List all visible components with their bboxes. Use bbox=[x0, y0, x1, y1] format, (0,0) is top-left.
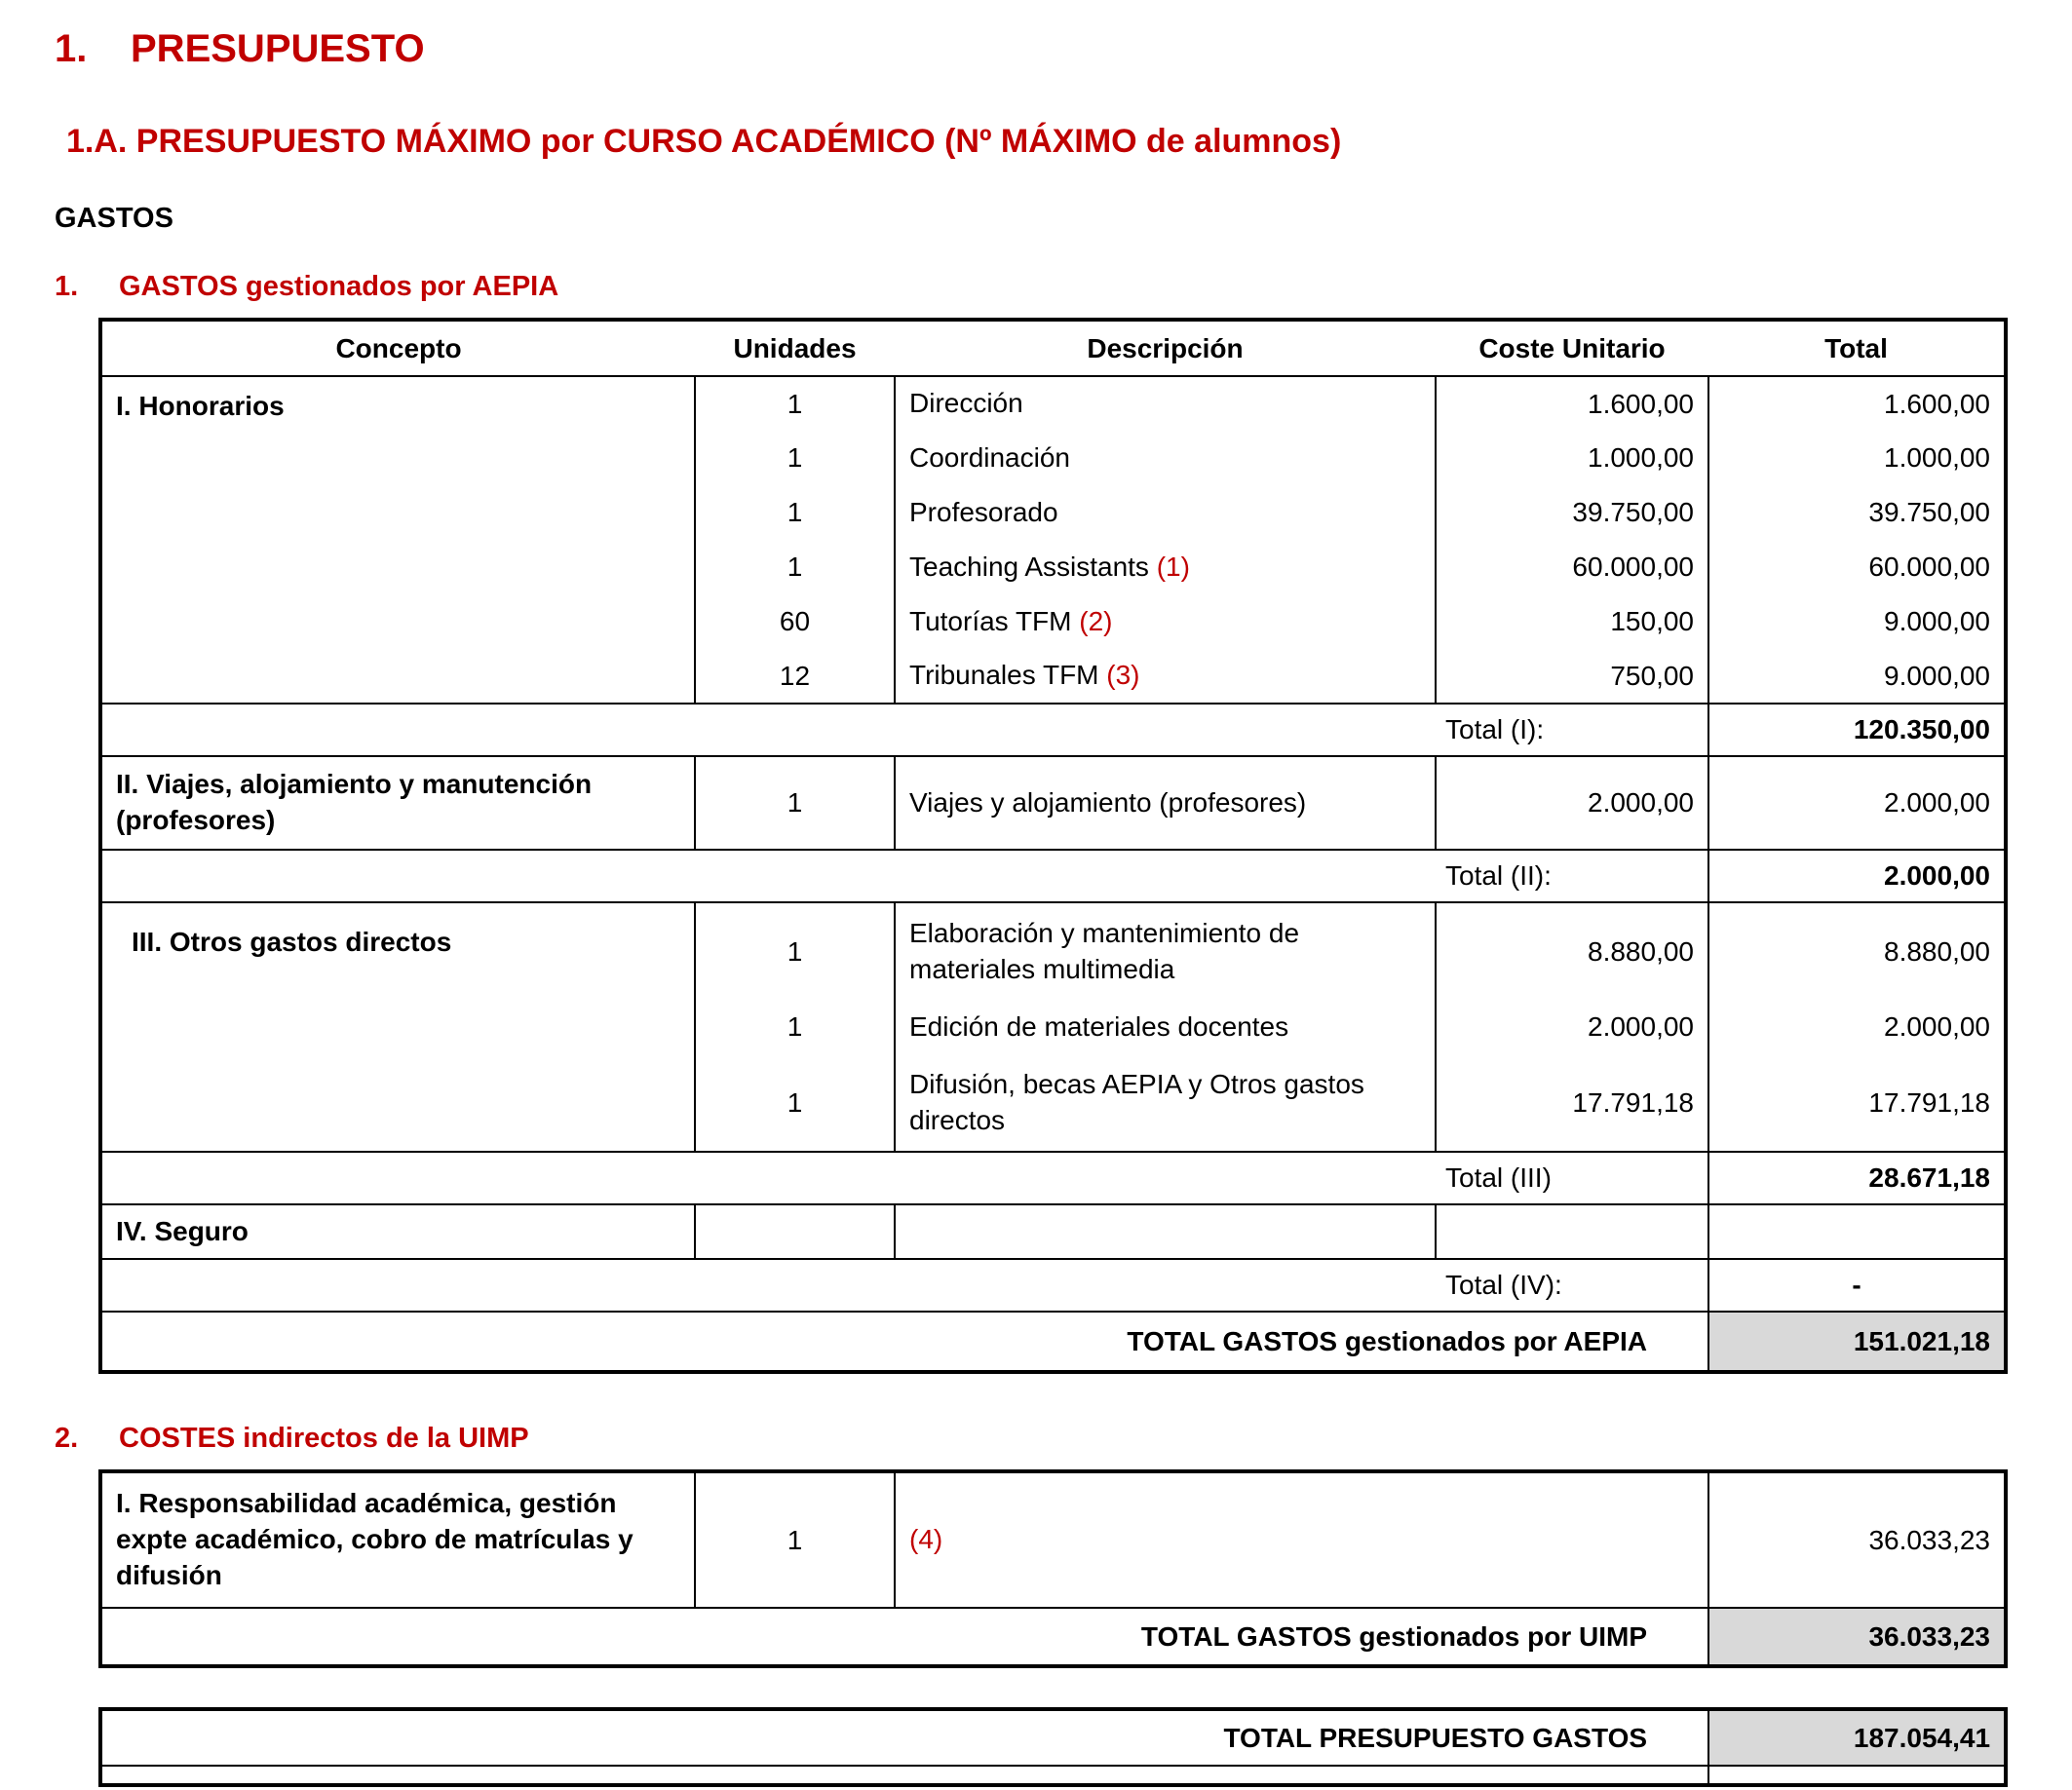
total-presupuesto-table bbox=[98, 1707, 2008, 1787]
table-row bbox=[100, 1471, 2006, 1608]
grand-total-label: TOTAL GASTOS gestionados por UIMP bbox=[100, 1608, 1708, 1666]
subtotal-value: 2.000,00 bbox=[1708, 850, 2006, 902]
total-presupuesto-value: 187.054,41 bbox=[1708, 1709, 2006, 1766]
descripcion-text: Teaching Assistants bbox=[909, 551, 1157, 582]
gastos-heading: GASTOS bbox=[55, 203, 173, 234]
section-heading-uimp bbox=[55, 1421, 2014, 1456]
section-label-honorarios: I. Honorarios bbox=[100, 376, 695, 704]
cell-total: 1.600,00 bbox=[1708, 376, 2006, 431]
cell-coste-unitario: 2.000,00 bbox=[1436, 1000, 1708, 1054]
cell-coste-unitario: 39.750,00 bbox=[1436, 485, 1708, 540]
cell-coste-unitario: 60.000,00 bbox=[1436, 540, 1708, 594]
subtotal-row-2 bbox=[100, 850, 2006, 902]
cell-unidades: 1 bbox=[695, 485, 895, 540]
cell-descripcion: Viajes y alojamiento (profesores) bbox=[895, 756, 1436, 850]
cell-descripcion: Dirección bbox=[895, 376, 1436, 431]
empty-row bbox=[100, 1766, 2006, 1785]
empty-cell bbox=[1436, 1204, 1708, 1259]
cell-coste-unitario: 150,00 bbox=[1436, 594, 1708, 649]
footnote-ref-2: (2) bbox=[1079, 605, 1113, 636]
cell-unidades: 12 bbox=[695, 649, 895, 704]
cell-unidades: 60 bbox=[695, 594, 895, 649]
cell-descripcion: Profesorado bbox=[895, 485, 1436, 540]
cell-unidades: 1 bbox=[695, 756, 895, 850]
table-row bbox=[100, 376, 2006, 431]
grand-total-value: 151.021,18 bbox=[1708, 1312, 2006, 1372]
subtotal-label: Total (I): bbox=[1436, 704, 1708, 756]
empty-cell bbox=[100, 850, 1436, 902]
subtotal-value: 120.350,00 bbox=[1708, 704, 2006, 756]
table-header-row bbox=[100, 320, 2006, 376]
cell-coste-unitario: 2.000,00 bbox=[1436, 756, 1708, 850]
cell-unidades: 1 bbox=[695, 376, 895, 431]
table-row bbox=[100, 756, 2006, 850]
table-row bbox=[100, 902, 2006, 1000]
cell-unidades: 1 bbox=[695, 902, 895, 1000]
empty-cell bbox=[695, 1204, 895, 1259]
empty-cell bbox=[100, 1766, 1708, 1785]
cell-unidades: 1 bbox=[695, 540, 895, 594]
cell-total: 9.000,00 bbox=[1708, 649, 2006, 704]
costes-uimp-table bbox=[98, 1469, 2008, 1668]
cell-unidades: 1 bbox=[695, 431, 895, 485]
cell-unidades: 1 bbox=[695, 1000, 895, 1054]
cell-total: 36.033,23 bbox=[1708, 1471, 2006, 1608]
section-label-responsabilidad: I. Responsabilidad académica, gestión expte académico, cobro de matrículas y difusión bbox=[116, 1488, 633, 1590]
cell-total: 2.000,00 bbox=[1708, 1000, 2006, 1054]
cell-total: 17.791,18 bbox=[1708, 1054, 2006, 1152]
subtotal-label: Total (IV): bbox=[1436, 1259, 1708, 1312]
page-title-number: 1. bbox=[55, 27, 88, 70]
grand-total-label: TOTAL GASTOS gestionados por AEPIA bbox=[100, 1312, 1708, 1372]
subtotal-label: Total (II): bbox=[1436, 850, 1708, 902]
cell-descripcion: Elaboración y mantenimiento de materiales multimedia bbox=[895, 902, 1436, 1000]
section-heading-uimp-number: 2. bbox=[55, 1423, 79, 1454]
cell-total: 8.880,00 bbox=[1708, 902, 2006, 1000]
cell-total: 1.000,00 bbox=[1708, 431, 2006, 485]
page-subtitle: 1.A. PRESUPUESTO MÁXIMO por CURSO ACADÉMICO (Nº MÁXIMO de alumnos) bbox=[66, 123, 1342, 160]
empty-cell bbox=[1708, 1766, 2006, 1785]
section-label-otros-gastos: III. Otros gastos directos bbox=[100, 902, 695, 1152]
subtotal-value: 28.671,18 bbox=[1708, 1152, 2006, 1204]
section-heading-aepia-text: GASTOS gestionados por AEPIA bbox=[119, 271, 559, 302]
col-header-concepto: Concepto bbox=[335, 332, 462, 363]
empty-cell bbox=[1708, 1204, 2006, 1259]
subtotal-row-1 bbox=[100, 704, 2006, 756]
empty-cell bbox=[100, 704, 1436, 756]
section-heading-uimp-text: COSTES indirectos de la UIMP bbox=[119, 1423, 529, 1454]
section-heading-aepia bbox=[55, 269, 2014, 304]
cell-total: 60.000,00 bbox=[1708, 540, 2006, 594]
footnote-ref-3: (3) bbox=[1106, 660, 1140, 691]
total-presupuesto-row bbox=[100, 1709, 2006, 1766]
total-presupuesto-label: TOTAL PRESUPUESTO GASTOS bbox=[1223, 1722, 1648, 1753]
cell-descripcion bbox=[895, 649, 1436, 704]
cell-descripcion bbox=[895, 594, 1436, 649]
cell-descripcion bbox=[895, 540, 1436, 594]
empty-cell bbox=[100, 1152, 1436, 1204]
cell-coste-unitario: 1.000,00 bbox=[1436, 431, 1708, 485]
col-header-descripcion: Descripción bbox=[1087, 332, 1244, 363]
grand-total-value: 36.033,23 bbox=[1708, 1608, 2006, 1666]
empty-cell bbox=[100, 1259, 1436, 1312]
section-heading-aepia-number: 1. bbox=[55, 271, 79, 302]
subtotal-value: - bbox=[1708, 1259, 2006, 1312]
page-title-text: PRESUPUESTO bbox=[131, 27, 425, 70]
page-title bbox=[55, 25, 2014, 72]
descripcion-text: Tribunales TFM bbox=[909, 660, 1107, 691]
subtotal-row-4 bbox=[100, 1259, 2006, 1312]
gastos-aepia-table bbox=[98, 318, 2008, 1374]
footnote-ref-4: (4) bbox=[895, 1471, 1708, 1608]
subtotal-row-3 bbox=[100, 1152, 2006, 1204]
descripcion-text: Tutorías TFM bbox=[909, 605, 1080, 636]
cell-descripcion: Difusión, becas AEPIA y Otros gastos directos bbox=[895, 1054, 1436, 1152]
subtotal-label: Total (III) bbox=[1436, 1152, 1708, 1204]
section-label-seguro: IV. Seguro bbox=[100, 1204, 695, 1259]
col-header-total: Total bbox=[1824, 332, 1888, 363]
grand-total-row-uimp bbox=[100, 1608, 2006, 1666]
grand-total-row-aepia bbox=[100, 1312, 2006, 1372]
cell-unidades: 1 bbox=[695, 1054, 895, 1152]
col-header-coste-unitario: Coste Unitario bbox=[1478, 332, 1666, 363]
cell-total: 9.000,00 bbox=[1708, 594, 2006, 649]
cell-coste-unitario: 750,00 bbox=[1436, 649, 1708, 704]
cell-unidades: 1 bbox=[695, 1471, 895, 1608]
cell-total: 39.750,00 bbox=[1708, 485, 2006, 540]
cell-coste-unitario: 8.880,00 bbox=[1436, 902, 1708, 1000]
empty-cell bbox=[895, 1204, 1436, 1259]
section-label-viajes: II. Viajes, alojamiento y manutención (profesores) bbox=[100, 756, 695, 850]
col-header-unidades: Unidades bbox=[733, 332, 857, 363]
footnote-ref-1: (1) bbox=[1156, 551, 1190, 582]
cell-descripcion: Edición de materiales docentes bbox=[895, 1000, 1436, 1054]
table-row bbox=[100, 1204, 2006, 1259]
cell-descripcion: Coordinación bbox=[895, 431, 1436, 485]
cell-coste-unitario: 1.600,00 bbox=[1436, 376, 1708, 431]
cell-coste-unitario: 17.791,18 bbox=[1436, 1054, 1708, 1152]
cell-total: 2.000,00 bbox=[1708, 756, 2006, 850]
